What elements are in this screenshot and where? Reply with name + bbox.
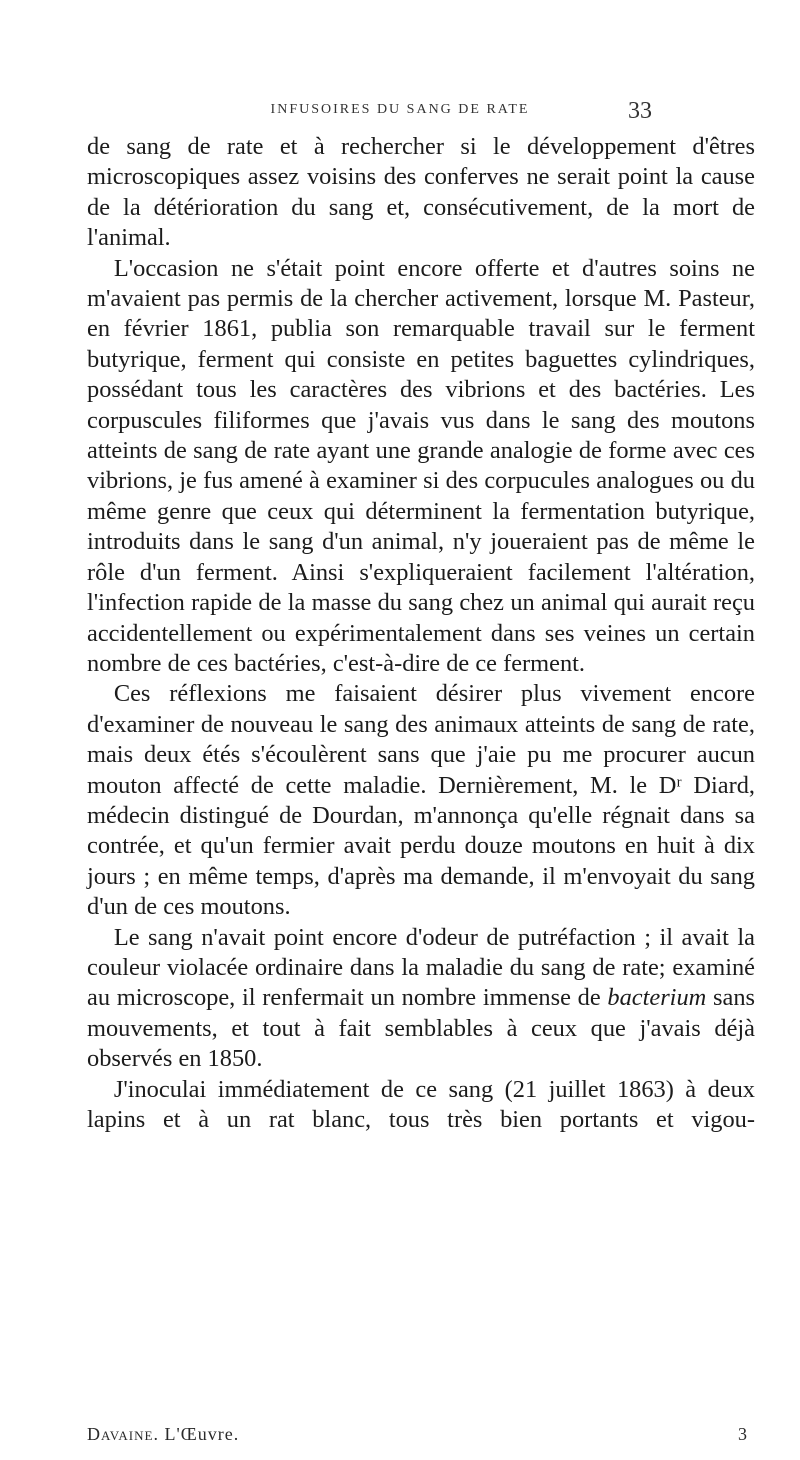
paragraph-inoculation: J'inoculai immédiatement de ce sang (21 juillet 1863) à deux lapins et à un rat blanc, tous très bien portants et vigou- xyxy=(87,1075,755,1133)
paragraph-sang xyxy=(87,923,755,1075)
body-text xyxy=(87,132,755,1135)
paragraph-continuation: de sang de rate et à rechercher si le développement d'êtres microscopiques assez voisins des conferves ne serait point la cause de la détérioration du sang et, consécutivement, de la mort de l'animal. xyxy=(87,133,755,252)
paragraph-sang-text-end: sans mouvements, et tout à fait semblables à ceux que j'avais déjà observés en 1850. xyxy=(87,984,756,1073)
footer-author: Davaine. xyxy=(87,1424,159,1444)
page-number: 33 xyxy=(628,98,652,124)
footer-source xyxy=(87,1424,239,1445)
page-header xyxy=(0,94,800,134)
page-footer xyxy=(87,1424,747,1448)
running-title: INFUSOIRES DU SANG DE RATE xyxy=(270,102,530,117)
paragraph-reflexions: Ces réflexions me faisaient désirer plus vivement encore d'examiner de nouveau le sang des animaux atteints de sang de rate, mais deux étés s'écoulèrent sans que j'aie pu me procurer aucun mouton affecté de cette maladie. Dernièrement, M. le Dʳ Diard, médecin distingué de Dourdan, m'annonça qu'elle régnait dans sa contrée, et qu'un fermier avait perdu douze moutons en huit à dix jours ; en même temps, d'après ma demande, il m'envoyait du sang d'un de ces moutons. xyxy=(87,680,755,921)
paragraph-sang-text: Le sang n'avait point encore d'odeur de putréfaction ; il avait la couleur violacée ordinaire dans la maladie du sang de rate; examiné au microscope, il renfermait un nombre immense de xyxy=(87,923,755,1012)
footer-work: L'Œuvre. xyxy=(164,1424,240,1444)
bacterium-term: bacterium xyxy=(607,984,707,1012)
paragraph-occasion: L'occasion ne s'était point encore offerte et d'autres soins ne m'avaient pas permis de la chercher activement, lorsque M. Pasteur, en février 1861, publia son remarquable travail sur le ferment butyrique, ferment qui consiste en petites baguettes cylindriques, possédant tous les caractères des vibrions et des bactéries. Les corpuscules filiformes que j'avais vus dans le sang des moutons atteints de sang de rate ayant une grande analogie de forme avec ces vibrions, je fus amené à examiner si des corpucules analogues ou du même genre que ceux qui déterminent la fermentation butyrique, introduits dans le sang d'un animal, n'y joueraient pas de même le rôle d'un ferment. Ainsi s'expliqueraient facilement l'altération, l'infection rapide de la masse du sang chez un animal qui aurait reçu accidentellement ou expérimentalement dans ses veines un certain nombre de ces bactéries, c'est-à-dire de ce ferment. xyxy=(87,254,755,677)
signature-mark: 3 xyxy=(738,1424,747,1444)
